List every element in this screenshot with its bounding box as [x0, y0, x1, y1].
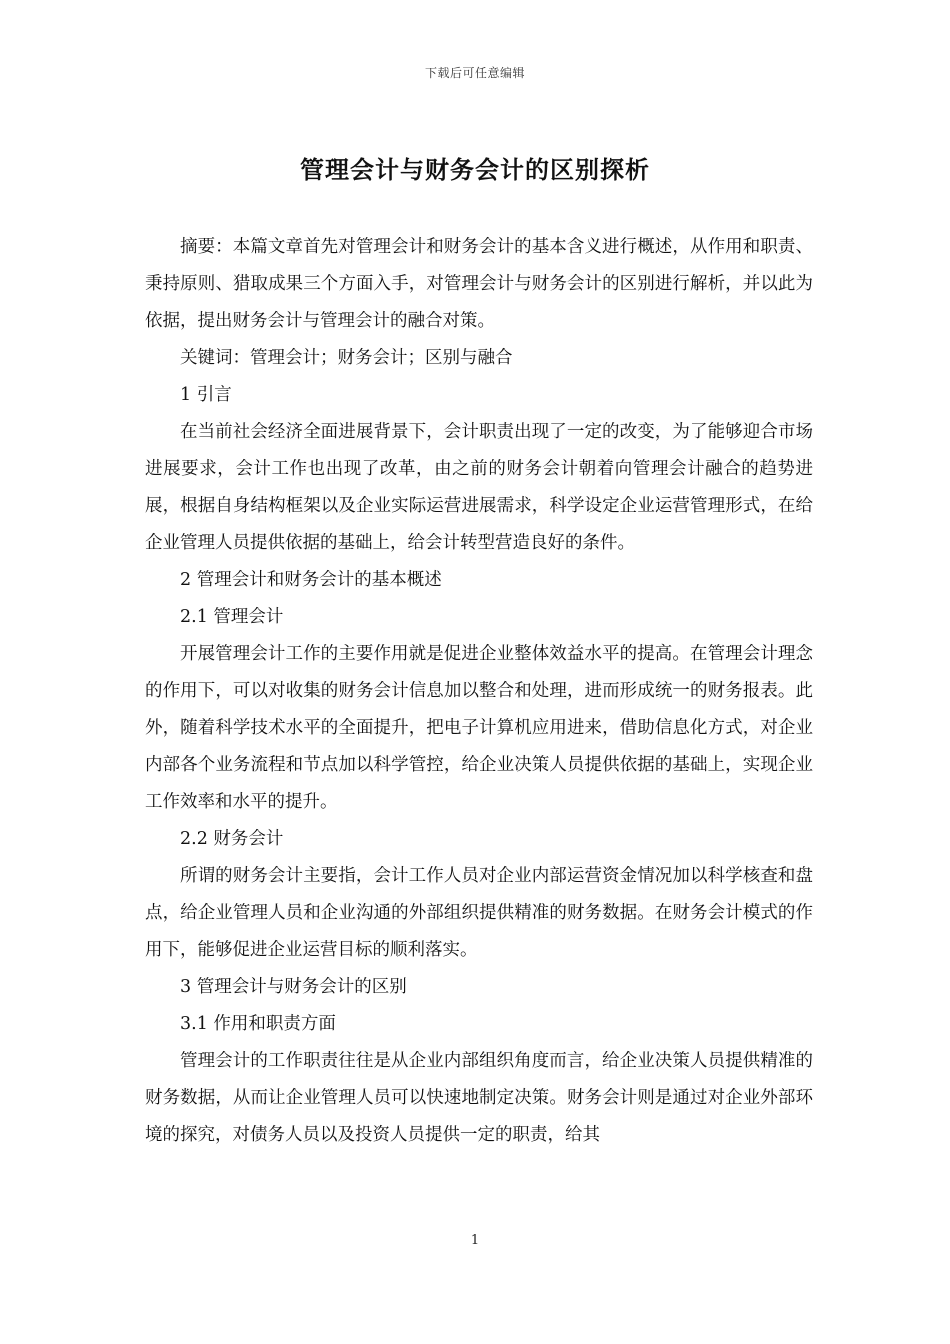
- section-heading-introduction: 1 引言: [180, 385, 232, 405]
- abstract-paragraph: 摘要：本篇文章首先对管理会计和财务会计的基本含义进行概述，从作用和职责、秉持原则、猎取成果三个方面入手，对管理会计与财务会计的区别进行解析，并以此为依据，提出财务会计与管理会计的融合对策。: [145, 237, 813, 331]
- roles-duties-paragraph: 管理会计的工作职责往往是从企业内部组织角度而言，给企业决策人员提供精准的财务数据，从而让企业管理人员可以快速地制定决策。财务会计则是通过对企业外部环境的探究，对债务人员以及投资人员提供一定的职责，给其: [145, 1051, 813, 1145]
- subsection-heading-management-accounting: 2.1 管理会计: [180, 607, 284, 627]
- section-heading-overview: 2 管理会计和财务会计的基本概述: [180, 570, 442, 590]
- document-body: [145, 229, 813, 1154]
- page-header-note: 下载后可任意编辑: [424, 66, 525, 80]
- document-title: 管理会计与财务会计的区别探析: [300, 155, 650, 184]
- financial-accounting-paragraph: 所谓的财务会计主要指，会计工作人员对企业内部运营资金情况加以科学核查和盘点，给企业管理人员和企业沟通的外部组织提供精准的财务数据。在财务会计模式的作用下，能够促进企业运营目标的顺利落实。: [145, 866, 813, 960]
- section-heading-differences: 3 管理会计与财务会计的区别: [180, 977, 407, 997]
- introduction-paragraph: 在当前社会经济全面进展背景下，会计职责出现了一定的改变，为了能够迎合市场进展要求，会计工作也出现了改革，由之前的财务会计朝着向管理会计融合的趋势进展，根据自身结构框架以及企业实际运营进展需求，科学设定企业运营管理形式，在给企业管理人员提供依据的基础上，给会计转型营造良好的条件。: [145, 422, 813, 553]
- subsection-heading-financial-accounting: 2.2 财务会计: [180, 829, 284, 849]
- subsection-heading-roles-duties: 3.1 作用和职责方面: [180, 1014, 336, 1034]
- keywords-paragraph: 关键词：管理会计；财务会计；区别与融合: [180, 348, 513, 368]
- page-number: 1: [470, 1233, 480, 1248]
- management-accounting-paragraph: 开展管理会计工作的主要作用就是促进企业整体效益水平的提高。在管理会计理念的作用下，可以对收集的财务会计信息加以整合和处理，进而形成统一的财务报表。此外，随着科学技术水平的全面提升，把电子计算机应用进来，借助信息化方式，对企业内部各个业务流程和节点加以科学管控，给企业决策人员提供依据的基础上，实现企业工作效率和水平的提升。: [145, 644, 813, 812]
